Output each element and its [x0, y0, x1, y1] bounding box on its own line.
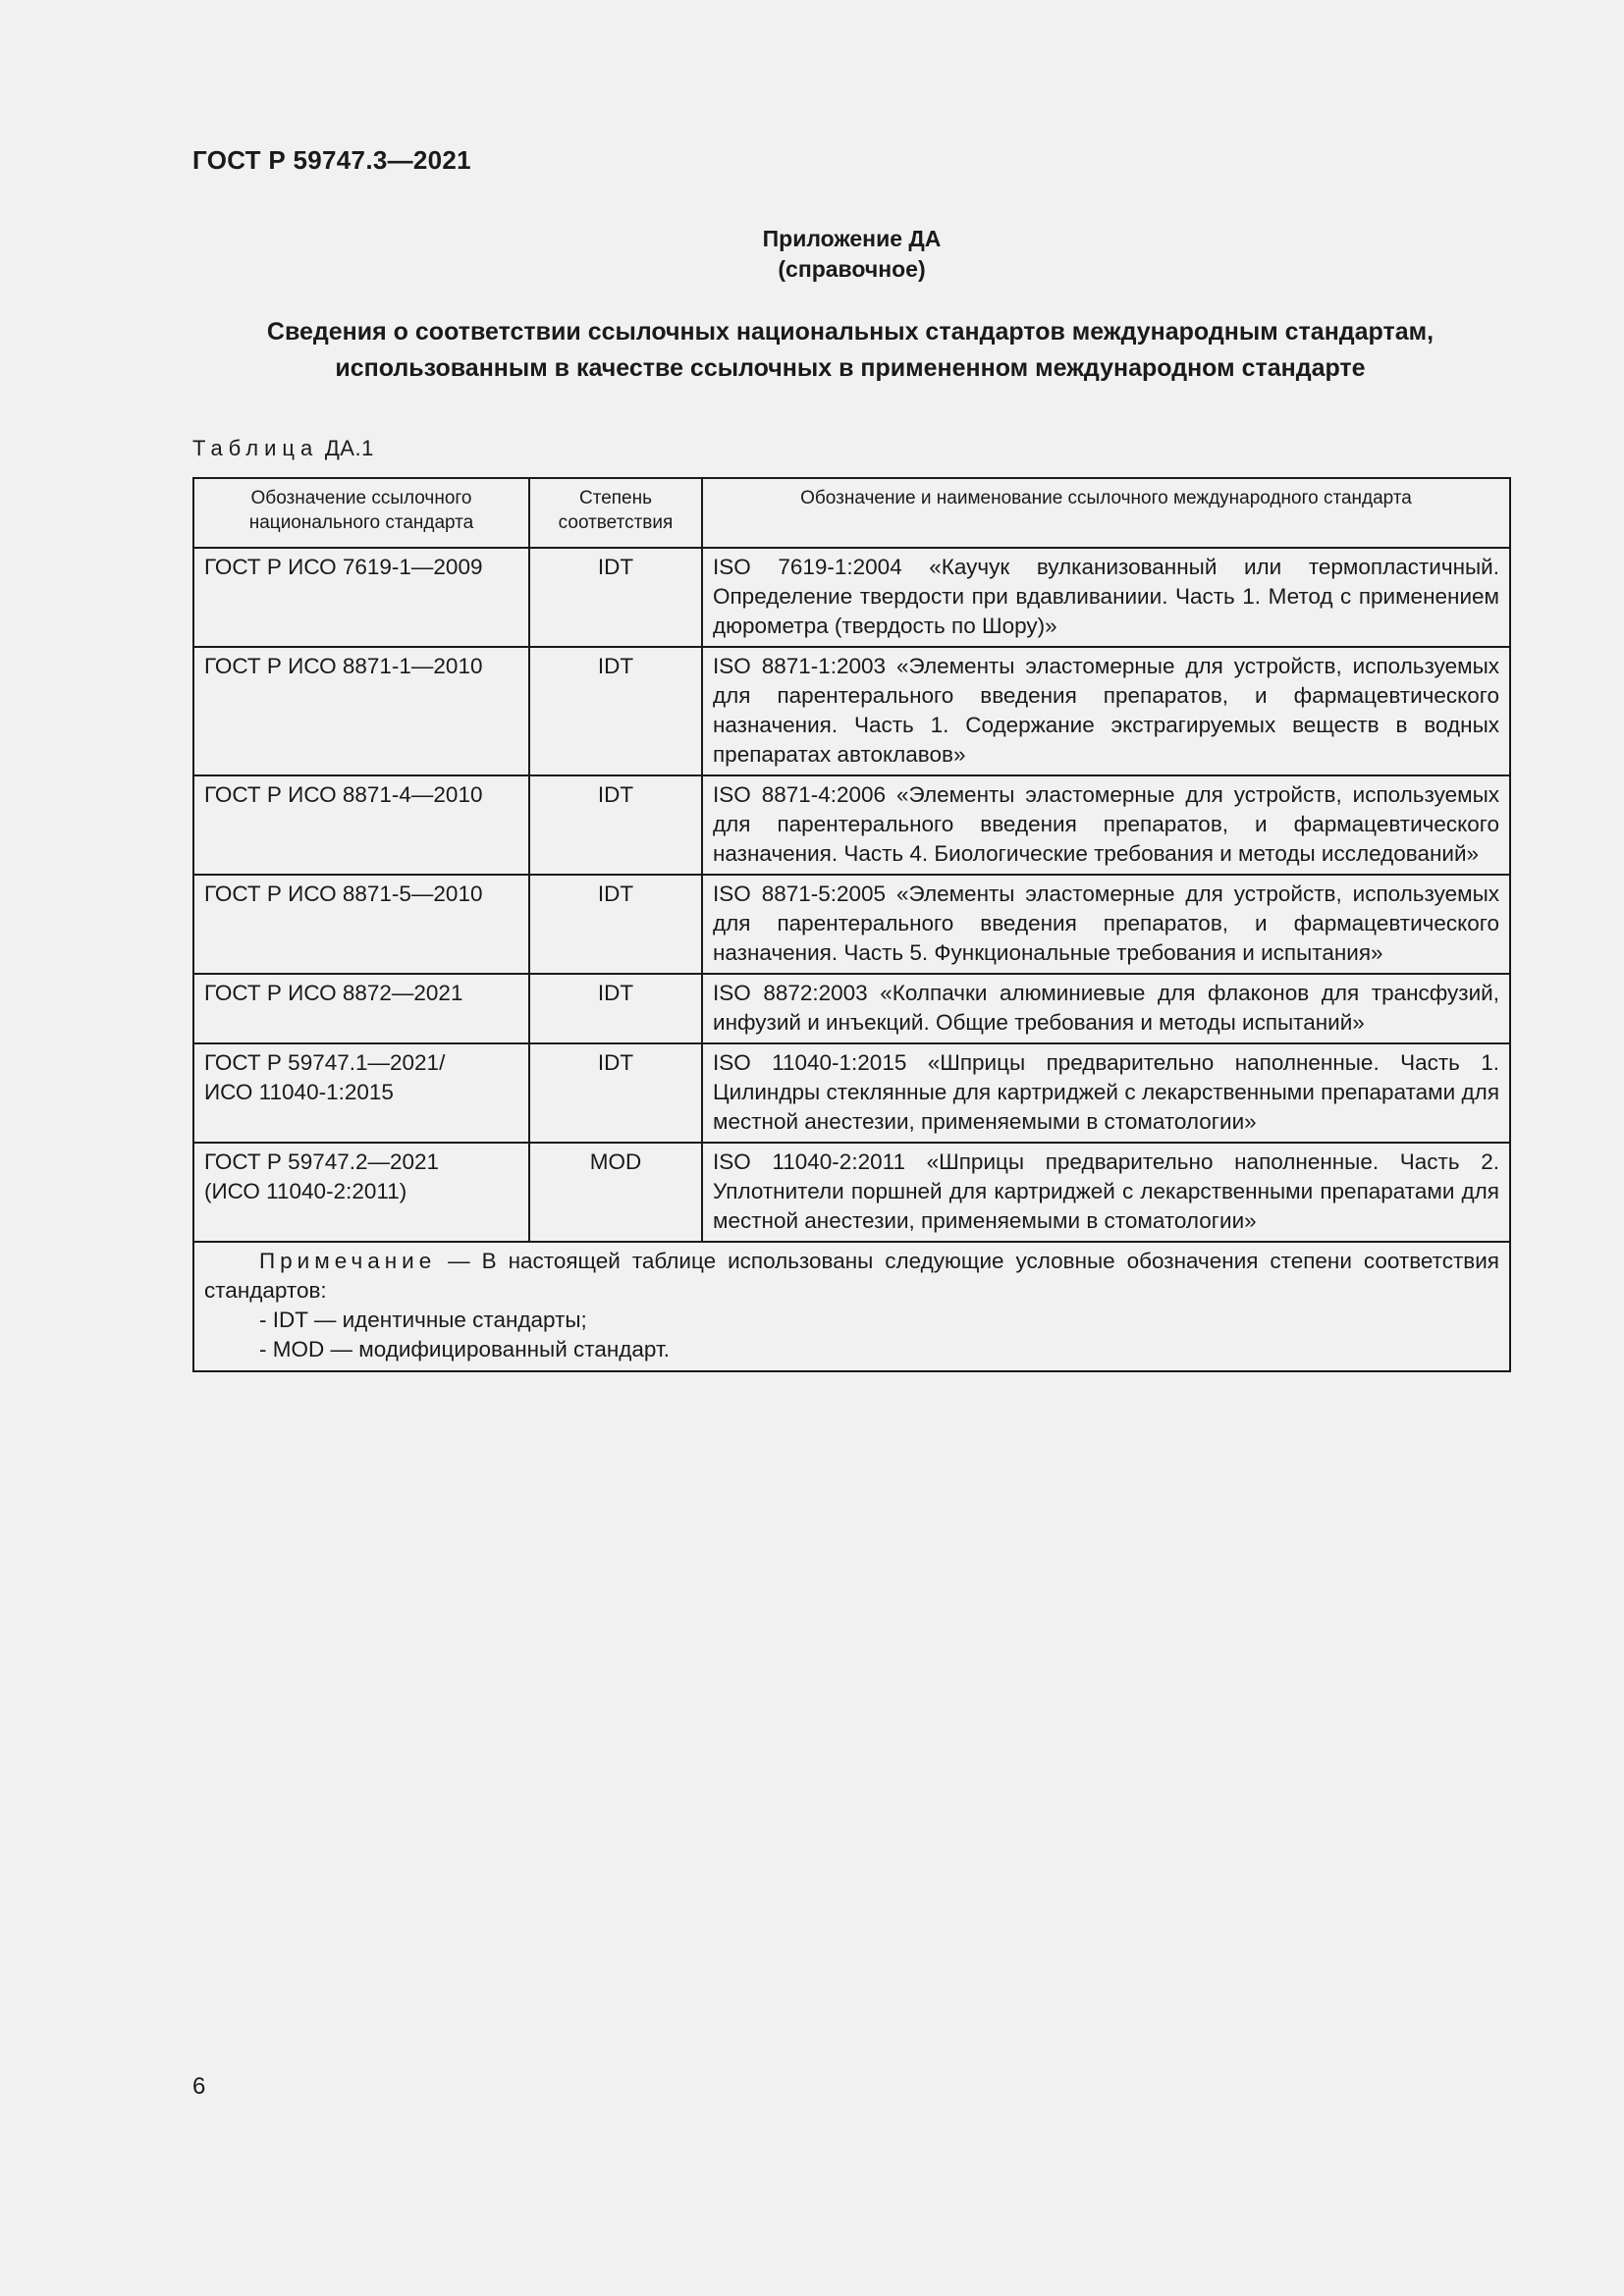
- document-code: ГОСТ Р 59747.3—2021: [192, 145, 471, 175]
- cell-national-standard: ГОСТ Р ИСО 8871-1—2010: [193, 647, 529, 775]
- table-row: [193, 974, 1510, 1043]
- cell-international-standard: ISO 8872:2003 «Колпачки алюминиевые для флаконов для трансфузий, инфузий и инъекций. Общие требования и методы испытаний»: [702, 974, 1510, 1043]
- cell-international-standard: ISO 7619-1:2004 «Каучук вулканизованный или термопластичный. Определение твердости при вдавливаниии. Часть 1. Метод с применением дюрометра (твердость по Шору)»: [702, 548, 1510, 647]
- section-title-line1: Сведения о соответствии ссылочных национальных стандартов международным стандартам,: [266, 318, 1435, 346]
- cell-international-standard: ISO 8871-5:2005 «Элементы эластомерные для устройств, используемых для парентерального введения препаратов, и фармацевтического назначения. Часть 5. Функциональные требования и испытания»: [702, 875, 1510, 974]
- table-caption-word: Таблица: [192, 436, 319, 460]
- table-row: [193, 1143, 1510, 1242]
- header-national-standard: Обозначение ссылочного национального стандарта: [193, 478, 529, 548]
- standards-table: [192, 477, 1511, 1372]
- table-row: [193, 647, 1510, 775]
- cell-international-standard: ISO 11040-1:2015 «Шприцы предварительно наполненные. Часть 1. Цилиндры стеклянные для картриджей с лекарственными препаратами для местной анестезии, применяемыми в стоматологии»: [702, 1043, 1510, 1143]
- cell-national-standard: ГОСТ Р ИСО 7619-1—2009: [193, 548, 529, 647]
- national-standard-line2: (ИСО 11040-2:2011): [204, 1179, 407, 1203]
- header-degree: Степень соответствия: [529, 478, 702, 548]
- note-lead: [204, 1247, 1499, 1306]
- table-note-row: [193, 1242, 1510, 1371]
- page-number: 6: [192, 2073, 206, 2100]
- note-label: Примечание: [259, 1249, 437, 1273]
- cell-degree: IDT: [529, 647, 702, 775]
- note-item-idt: - IDT — идентичные стандарты;: [259, 1308, 587, 1332]
- cell-international-standard: ISO 11040-2:2011 «Шприцы предварительно наполненные. Часть 2. Уплотнители поршней для картриджей с лекарственными препаратами для местной анестезии, применяемыми в стоматологии»: [702, 1143, 1510, 1242]
- note-text: — В настоящей таблице использованы следующие условные обозначения степени соответствия стандартов:: [204, 1249, 1499, 1303]
- national-standard-line2: ИСО 11040-1:2015: [204, 1080, 394, 1104]
- annex-heading: [0, 224, 1624, 285]
- cell-national-standard: [193, 1143, 529, 1242]
- national-standard-line1: ГОСТ Р 59747.1—2021/: [204, 1050, 446, 1075]
- cell-degree: IDT: [529, 974, 702, 1043]
- annex-subtitle: (справочное): [778, 256, 926, 282]
- cell-national-standard: ГОСТ Р ИСО 8872—2021: [193, 974, 529, 1043]
- cell-degree: IDT: [529, 875, 702, 974]
- section-title-line2: использованным в качестве ссылочных в примененном международном стандарте: [335, 354, 1366, 382]
- annex-title: Приложение ДА: [762, 226, 942, 251]
- table-header-row: [193, 478, 1510, 548]
- section-title: [192, 314, 1508, 387]
- national-standard-line1: ГОСТ Р 59747.2—2021: [204, 1149, 440, 1174]
- table-row: [193, 875, 1510, 974]
- table-row: [193, 1043, 1510, 1143]
- header-international-standard: Обозначение и наименование ссылочного международного стандарта: [702, 478, 1510, 548]
- table-row: [193, 775, 1510, 875]
- cell-national-standard: [193, 1043, 529, 1143]
- table-row: [193, 548, 1510, 647]
- cell-international-standard: ISO 8871-1:2003 «Элементы эластомерные для устройств, используемых для парентерального введения препаратов, и фармацевтического назначения. Часть 1. Содержание экстрагируемых веществ в водных препаратах автоклавов»: [702, 647, 1510, 775]
- table-caption: [192, 436, 374, 461]
- cell-degree: IDT: [529, 1043, 702, 1143]
- cell-international-standard: ISO 8871-4:2006 «Элементы эластомерные для устройств, используемых для парентерального введения препаратов, и фармацевтического назначения. Часть 4. Биологические требования и методы исследований»: [702, 775, 1510, 875]
- cell-degree: IDT: [529, 548, 702, 647]
- table-note: [193, 1242, 1510, 1371]
- cell-degree: IDT: [529, 775, 702, 875]
- table-caption-number: ДА.1: [324, 436, 374, 460]
- note-item-mod: - MOD — модифицированный стандарт.: [259, 1337, 671, 1362]
- cell-degree: MOD: [529, 1143, 702, 1242]
- cell-national-standard: ГОСТ Р ИСО 8871-5—2010: [193, 875, 529, 974]
- cell-national-standard: ГОСТ Р ИСО 8871-4—2010: [193, 775, 529, 875]
